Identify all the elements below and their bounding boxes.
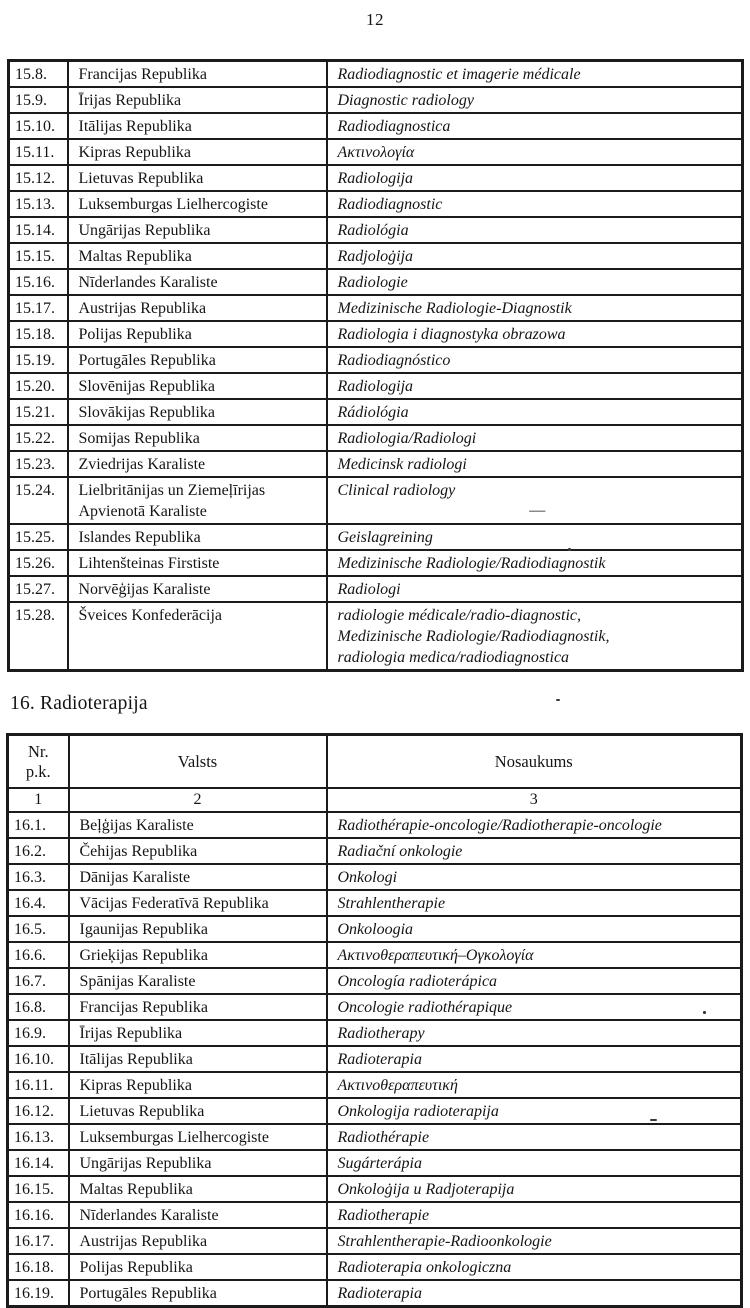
row-number-cell: 16.12.: [8, 1098, 69, 1124]
specialty-name-cell: [327, 1072, 742, 1098]
table-row: [8, 968, 742, 994]
table-row: [9, 191, 743, 217]
row-number-cell: 16.18.: [8, 1254, 69, 1280]
table-row: [8, 838, 742, 864]
section-heading: 16. Radioterapija: [10, 693, 148, 714]
country-cell: Francijas Republika: [68, 61, 327, 88]
row-number-cell: 15.23.: [9, 451, 68, 477]
country-cell: Lielbritānijas un Ziemeļīrijas Apvienotā Karaliste: [68, 477, 327, 524]
specialty-name-line: Geislagreining: [337, 529, 433, 546]
specialty-name-line: Radiodiagnostic: [337, 196, 443, 213]
row-number-cell: 15.28.: [9, 602, 68, 671]
specialty-name-cell: [327, 1150, 742, 1176]
country-cell: Spānijas Karaliste: [69, 968, 327, 994]
specialty-name-line: Strahlentherapie-Radioonkologie: [337, 1233, 552, 1250]
specialty-name-line: Radjoloġija: [337, 248, 414, 265]
table-row: [9, 347, 743, 373]
radiodiagnostika-table-body: [9, 61, 743, 671]
specialty-name-line: radiologia medica/radiodiagnostica: [337, 649, 570, 666]
specialty-name-cell: [327, 61, 743, 88]
row-number-cell: 15.27.: [9, 576, 68, 602]
specialty-name-line: radiologie médicale/radio-diagnostic,: [337, 607, 582, 624]
row-number-cell: 16.7.: [8, 968, 69, 994]
specialty-name-line: Radiologia i diagnostyka obrazowa: [337, 326, 566, 343]
specialty-name-line: Radioterapia onkologiczna: [337, 1259, 512, 1276]
specialty-name-line: Onkoloogia: [337, 921, 414, 938]
specialty-name-line: Medicinsk radiologi: [337, 456, 467, 473]
specialty-name-cell: [327, 838, 742, 864]
specialty-name-line: Radiodiagnostic et imagerie médicale: [337, 66, 581, 83]
row-number-cell: 15.13.: [9, 191, 68, 217]
country-cell: Portugāles Republika: [69, 1280, 327, 1307]
index-cell-1: 1: [8, 788, 69, 812]
table-row: [9, 399, 743, 425]
specialty-name-cell: [327, 890, 742, 916]
specialty-name-line: Radiothérapie-oncologie/Radiotherapie-oncologie: [337, 817, 662, 834]
country-cell: Maltas Republika: [68, 243, 327, 269]
row-number-cell: 16.14.: [8, 1150, 69, 1176]
specialty-name-line: Radiologie: [337, 274, 408, 291]
country-cell: Slovēnijas Republika: [68, 373, 327, 399]
row-number-cell: 15.25.: [9, 524, 68, 550]
specialty-name-cell: [327, 217, 743, 243]
specialty-name-cell: [327, 347, 743, 373]
specialty-name-cell: [327, 1176, 742, 1202]
row-number-cell: 15.21.: [9, 399, 68, 425]
specialty-name-cell: [327, 602, 743, 671]
table-row: [8, 1098, 742, 1124]
row-number-cell: 16.11.: [8, 1072, 69, 1098]
country-cell: Dānijas Karaliste: [69, 864, 327, 890]
row-number-cell: 16.3.: [8, 864, 69, 890]
country-cell: Kipras Republika: [69, 1072, 327, 1098]
table-row: [8, 916, 742, 942]
specialty-name-cell: [327, 864, 742, 890]
specialty-name-cell: [327, 1280, 742, 1307]
table-row: [9, 451, 743, 477]
scan-speck: [703, 1011, 706, 1014]
table-row: [9, 295, 743, 321]
specialty-name-line: Radiologija: [337, 378, 414, 395]
header-cell-nosaukums: Nosaukums: [327, 735, 742, 789]
table-row: [9, 165, 743, 191]
country-cell: Īrijas Republika: [68, 87, 327, 113]
specialty-name-line: Radiodiagnostica: [337, 118, 451, 135]
table-row: [9, 87, 743, 113]
specialty-name-line: Radiologija: [337, 170, 414, 187]
specialty-name-line: Diagnostic radiology: [337, 92, 474, 109]
specialty-name-line: —: [529, 502, 546, 519]
row-number-cell: 15.24.: [9, 477, 68, 524]
specialty-name-line: Onkologi: [337, 869, 398, 886]
table-row: [9, 217, 743, 243]
specialty-name-cell: [327, 451, 743, 477]
table-row: [8, 1176, 742, 1202]
row-number-cell: 16.13.: [8, 1124, 69, 1150]
specialty-name-line: Radioterapia: [337, 1051, 422, 1068]
specialty-name-line: Ακτινοθεραπευτική: [337, 1077, 458, 1094]
specialty-name-cell: [327, 269, 743, 295]
specialty-name-line: Medizinische Radiologie/Radiodiagnostik: [337, 555, 606, 572]
row-number-cell: 16.1.: [8, 812, 69, 838]
specialty-name-line: Radiologia/Radiologi: [337, 430, 477, 447]
specialty-name-line: Radiotherapie: [337, 1207, 430, 1224]
row-number-cell: 15.26.: [9, 550, 68, 576]
table-row: [9, 425, 743, 451]
scan-speck: [556, 699, 560, 701]
row-number-cell: 16.5.: [8, 916, 69, 942]
row-number-cell: 15.19.: [9, 347, 68, 373]
radioterapija-table-body: [8, 788, 742, 1307]
specialty-name-cell: [327, 1046, 742, 1072]
specialty-name-line: Medizinische Radiologie-Diagnostik: [337, 300, 572, 317]
country-cell: Vācijas Federatīvā Republika: [69, 890, 327, 916]
country-cell: Lietuvas Republika: [68, 165, 327, 191]
specialty-name-line: Radiológia: [337, 222, 409, 239]
table-row: [8, 890, 742, 916]
row-number-cell: 16.9.: [8, 1020, 69, 1046]
specialty-name-cell: [327, 968, 742, 994]
row-number-cell: 16.15.: [8, 1176, 69, 1202]
table-row: [8, 1280, 742, 1307]
specialty-name-line: Sugárterápia: [337, 1155, 422, 1172]
specialty-name-line: Clinical radiology: [337, 482, 456, 499]
specialty-name-line: Strahlentherapie: [337, 895, 446, 912]
country-cell: Maltas Republika: [69, 1176, 327, 1202]
country-cell: Islandes Republika: [68, 524, 327, 550]
header-row: [8, 735, 742, 789]
row-number-cell: 15.8.: [9, 61, 68, 88]
row-number-cell: 15.15.: [9, 243, 68, 269]
table-row: [8, 942, 742, 968]
table-row: [9, 477, 743, 524]
table-row: [8, 1150, 742, 1176]
index-cell-3: 3: [327, 788, 742, 812]
radiodiagnostika-table: [7, 59, 744, 672]
row-number-cell: 16.6.: [8, 942, 69, 968]
specialty-name-cell: [327, 295, 743, 321]
row-number-cell: 15.20.: [9, 373, 68, 399]
scan-speck: [650, 1119, 657, 1121]
table-row: [9, 524, 743, 550]
specialty-name-line: Radiologi: [337, 581, 401, 598]
specialty-name-cell: [327, 243, 743, 269]
specialty-name-cell: [327, 524, 743, 550]
table-row: [9, 576, 743, 602]
country-cell: Kipras Republika: [68, 139, 327, 165]
row-number-cell: 15.10.: [9, 113, 68, 139]
country-cell: Francijas Republika: [69, 994, 327, 1020]
row-number-cell: 15.16.: [9, 269, 68, 295]
specialty-name-line: Radiační onkologie: [337, 843, 463, 860]
specialty-name-cell: [327, 1020, 742, 1046]
specialty-name-cell: [327, 1254, 742, 1280]
table-row: [9, 550, 743, 576]
header-cell-nr: [8, 735, 69, 789]
country-cell: Beļģijas Karaliste: [69, 812, 327, 838]
specialty-name-cell: [327, 916, 742, 942]
table-row: [8, 1046, 742, 1072]
country-cell: Čehijas Republika: [69, 838, 327, 864]
specialty-name-cell: [327, 87, 743, 113]
row-number-cell: 15.11.: [9, 139, 68, 165]
row-number-cell: 16.2.: [8, 838, 69, 864]
country-cell: Īrijas Republika: [69, 1020, 327, 1046]
table-row: [8, 864, 742, 890]
country-cell: Austrijas Republika: [69, 1228, 327, 1254]
country-cell: Luksemburgas Lielhercogiste: [69, 1124, 327, 1150]
specialty-name-cell: [327, 1098, 742, 1124]
country-cell: Ungārijas Republika: [69, 1150, 327, 1176]
specialty-name-cell: [327, 576, 743, 602]
country-cell: Šveices Konfederācija: [68, 602, 327, 671]
specialty-name-cell: [327, 113, 743, 139]
specialty-name-line: Onkologija radioterapija: [337, 1103, 499, 1120]
specialty-name-cell: [327, 399, 743, 425]
specialty-name-line: Radioterapia: [337, 1285, 422, 1302]
table-row: [8, 1124, 742, 1150]
scan-speck: [568, 548, 571, 551]
table-row: [9, 243, 743, 269]
table-row: [8, 1020, 742, 1046]
specialty-name-line: Radiodiagnóstico: [337, 352, 451, 369]
row-number-cell: 16.16.: [8, 1202, 69, 1228]
specialty-name-line: Radiothérapie: [337, 1129, 430, 1146]
specialty-name-cell: [327, 1202, 742, 1228]
table-row: [8, 1202, 742, 1228]
specialty-name-line: Oncología radioterápica: [337, 973, 498, 990]
country-cell: Igaunijas Republika: [69, 916, 327, 942]
country-cell: Slovākijas Republika: [68, 399, 327, 425]
specialty-name-line: Rádiológia: [337, 404, 409, 421]
country-cell: Zviedrijas Karaliste: [68, 451, 327, 477]
specialty-name-line: Ακτινολογία: [337, 144, 415, 161]
table-row: [8, 1072, 742, 1098]
country-cell: Nīderlandes Karaliste: [69, 1202, 327, 1228]
country-cell: Portugāles Republika: [68, 347, 327, 373]
radioterapija-table-header: [8, 735, 742, 789]
table-row: [8, 1254, 742, 1280]
table-row: [9, 602, 743, 671]
country-cell: Luksemburgas Lielhercogiste: [68, 191, 327, 217]
specialty-name-cell: [327, 373, 743, 399]
specialty-name-cell: [327, 994, 742, 1020]
table-row: [9, 269, 743, 295]
specialty-name-cell: [327, 425, 743, 451]
country-cell: Grieķijas Republika: [69, 942, 327, 968]
row-number-cell: 16.10.: [8, 1046, 69, 1072]
table-row: [9, 321, 743, 347]
row-number-cell: 15.22.: [9, 425, 68, 451]
specialty-name-cell: [327, 191, 743, 217]
specialty-name-cell: [327, 1228, 742, 1254]
country-cell: Somijas Republika: [68, 425, 327, 451]
table-row: [9, 61, 743, 88]
specialty-name-line: Medizinische Radiologie/Radiodiagnostik,: [337, 628, 610, 645]
specialty-name-line: Onkoloġija u Radjoterapija: [337, 1181, 515, 1198]
page-number: 12: [366, 10, 384, 29]
index-cell-2: 2: [69, 788, 327, 812]
header-nr-line1: Nr.: [27, 742, 49, 761]
table-row: [8, 812, 742, 838]
radioterapija-table: [6, 733, 743, 1308]
specialty-name-cell: [327, 165, 743, 191]
row-number-cell: 15.12.: [9, 165, 68, 191]
row-number-cell: 15.9.: [9, 87, 68, 113]
country-cell: Ungārijas Republika: [68, 217, 327, 243]
specialty-name-line: Radiotherapy: [337, 1025, 425, 1042]
column-index-row: [8, 788, 742, 812]
country-cell: Lietuvas Republika: [69, 1098, 327, 1124]
table-row: [9, 373, 743, 399]
row-number-cell: 16.4.: [8, 890, 69, 916]
row-number-cell: 16.17.: [8, 1228, 69, 1254]
specialty-name-cell: [327, 477, 743, 524]
row-number-cell: 15.17.: [9, 295, 68, 321]
specialty-name-cell: [327, 550, 743, 576]
header-nr-line2: p.k.: [25, 762, 51, 781]
country-cell: Polijas Republika: [68, 321, 327, 347]
country-cell: Itālijas Republika: [69, 1046, 327, 1072]
country-cell: Austrijas Republika: [68, 295, 327, 321]
specialty-name-cell: [327, 942, 742, 968]
country-cell: Lihtenšteinas Firstiste: [68, 550, 327, 576]
specialty-name-line: Oncologie radiothérapique: [337, 999, 513, 1016]
specialty-name-cell: [327, 139, 743, 165]
specialty-name-cell: [327, 1124, 742, 1150]
specialty-name-cell: [327, 321, 743, 347]
table-row: [9, 139, 743, 165]
specialty-name-cell: [327, 812, 742, 838]
row-number-cell: 16.8.: [8, 994, 69, 1020]
table-row: [8, 1228, 742, 1254]
specialty-name-line: Ακτινοθεραπευτική–Ογκολογία: [337, 947, 534, 964]
country-cell: Nīderlandes Karaliste: [68, 269, 327, 295]
country-cell: Itālijas Republika: [68, 113, 327, 139]
table-row: [8, 994, 742, 1020]
row-number-cell: 15.14.: [9, 217, 68, 243]
row-number-cell: 15.18.: [9, 321, 68, 347]
table-row: [9, 113, 743, 139]
country-cell: Polijas Republika: [69, 1254, 327, 1280]
country-cell: Norvēģijas Karaliste: [68, 576, 327, 602]
row-number-cell: 16.19.: [8, 1280, 69, 1307]
header-cell-valsts: Valsts: [69, 735, 327, 789]
